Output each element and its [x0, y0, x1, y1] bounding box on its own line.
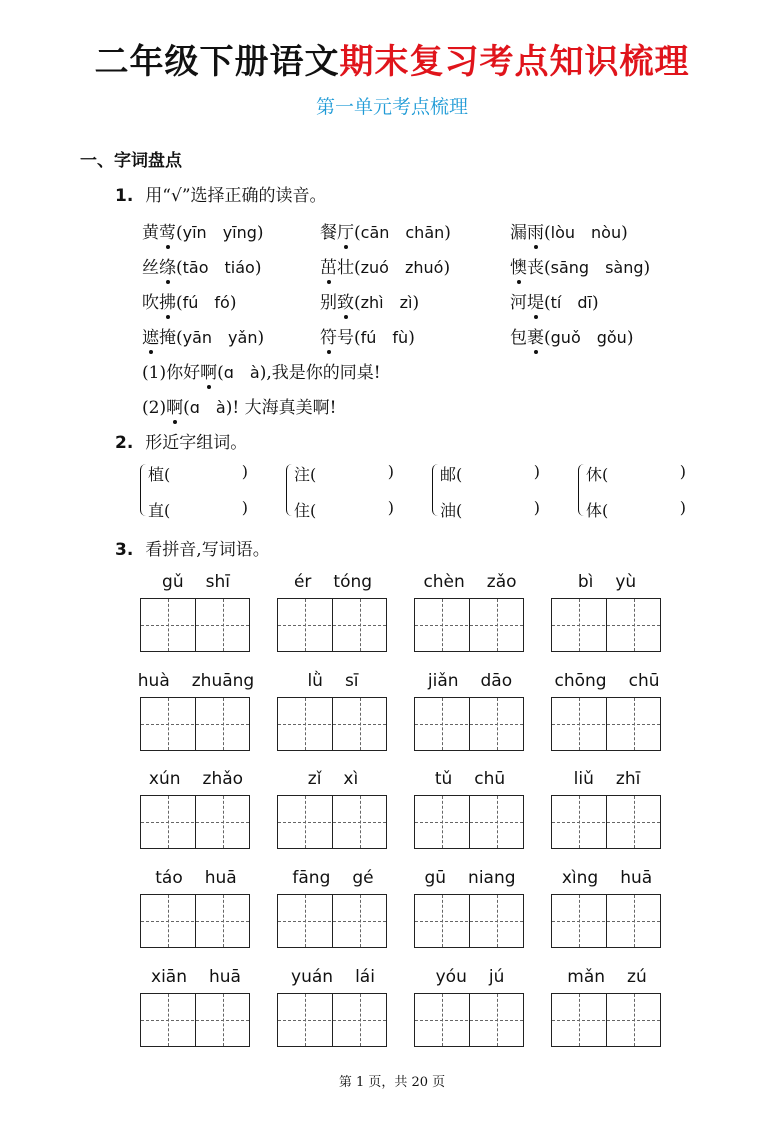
pinyin-word-cell[interactable]	[551, 671, 663, 695]
tianzige-box	[277, 795, 387, 849]
pinyin-word-cell[interactable]	[414, 967, 526, 991]
tianzige-box	[140, 795, 250, 849]
pronunciation-item[interactable]: 遮掩(yān yǎn)	[142, 323, 264, 348]
tianzige-box	[551, 795, 661, 849]
pinyin-word-cell[interactable]	[551, 769, 663, 793]
pinyin-word-cell[interactable]	[137, 671, 255, 695]
pronunciation-item[interactable]: 漏雨(lòu nòu)	[510, 218, 628, 243]
question-1	[115, 181, 327, 206]
word-blank[interactable]: 住( )	[294, 498, 394, 520]
tianzige-box	[277, 697, 387, 751]
page-title	[0, 34, 784, 83]
pinyin-options: lòu nòu	[550, 223, 622, 242]
pinyin-label: bì yù	[577, 572, 637, 592]
pinyin-word-cell[interactable]	[551, 572, 663, 596]
pinyin-word-cell[interactable]	[414, 868, 526, 892]
pinyin-word-cell[interactable]	[140, 572, 252, 596]
pinyin-label: gū niang	[424, 868, 516, 888]
pinyin-word-cell[interactable]	[277, 868, 389, 892]
pinyin-word-cell[interactable]	[277, 671, 389, 695]
tianzige-box	[414, 697, 524, 751]
tianzige-box	[414, 993, 524, 1047]
sentence-2: (2)啊(ɑ à)! 大海真美啊!	[142, 393, 336, 418]
pinyin-options: cān chān	[360, 223, 445, 242]
pinyin-options: sāng sàng	[550, 258, 644, 277]
tianzige-box	[414, 894, 524, 948]
question-text: 看拼音,写词语。	[145, 540, 270, 560]
tianzige-box	[551, 993, 661, 1047]
pronunciation-item[interactable]: 丝绦(tāo tiáo)	[142, 253, 261, 278]
pinyin-options: yīn yīng	[182, 223, 257, 242]
pinyin-label: fāng gé	[292, 868, 374, 888]
pinyin-options: tāo tiáo	[182, 258, 255, 277]
pronunciation-item[interactable]: 别致(zhì zì)	[320, 288, 419, 313]
pinyin-label: tǔ chū	[434, 769, 506, 789]
pronunciation-item[interactable]: 包裹(guǒ gǒu)	[510, 323, 633, 348]
word-blank[interactable]: 油( )	[440, 498, 540, 520]
pinyin-label: yóu jú	[435, 967, 505, 987]
pinyin-word-cell[interactable]	[277, 769, 389, 793]
question-text: 形近字组词。	[145, 433, 248, 453]
tianzige-box	[551, 697, 661, 751]
tianzige-box	[551, 598, 661, 652]
tianzige-box	[551, 894, 661, 948]
pinyin-word-cell[interactable]	[140, 967, 252, 991]
pronunciation-item[interactable]: 懊丧(sāng sàng)	[510, 253, 650, 278]
pinyin-label: mǎn zú	[567, 967, 647, 987]
word-blank[interactable]: 注( )	[294, 462, 394, 484]
tianzige-box	[414, 598, 524, 652]
pinyin-label: gǔ shī	[162, 572, 230, 592]
pinyin-options: yān yǎn	[182, 328, 258, 347]
pinyin-word-cell[interactable]	[551, 967, 663, 991]
pinyin-word-cell[interactable]	[140, 769, 252, 793]
pinyin-label: lǜ sī	[307, 671, 359, 691]
word-blank[interactable]: 邮( )	[440, 462, 540, 484]
character-pair	[432, 462, 542, 522]
tianzige-box	[277, 894, 387, 948]
pinyin-word-cell[interactable]	[414, 671, 526, 695]
character-pair	[578, 462, 688, 522]
pinyin-label: chèn zǎo	[423, 572, 517, 592]
question-number: 1.	[115, 186, 134, 206]
tianzige-box	[140, 993, 250, 1047]
pinyin-label: xún zhǎo	[148, 769, 244, 789]
pinyin-options: fú fó	[182, 293, 230, 312]
word-blank[interactable]: 体( )	[586, 498, 686, 520]
pinyin-label: liǔ zhī	[573, 769, 641, 789]
tianzige-box	[140, 598, 250, 652]
tianzige-box	[277, 598, 387, 652]
pinyin-word-cell[interactable]	[277, 967, 389, 991]
pinyin-label: chōng chū	[554, 671, 660, 691]
word-blank[interactable]: 植( )	[148, 462, 248, 484]
pronunciation-item[interactable]: 餐厅(cān chān)	[320, 218, 451, 243]
tianzige-box	[277, 993, 387, 1047]
pinyin-options: guǒ gǒu	[550, 328, 627, 347]
pinyin-label: ér tóng	[293, 572, 373, 592]
pinyin-label: yuán lái	[291, 967, 375, 987]
page-footer: 第 1 页，共 20 页	[338, 1075, 446, 1090]
pinyin-word-cell[interactable]	[551, 868, 663, 892]
question-2	[115, 428, 247, 453]
tianzige-box	[414, 795, 524, 849]
pinyin-word-cell[interactable]	[277, 572, 389, 596]
pinyin-word-cell[interactable]	[414, 572, 526, 596]
tianzige-box	[140, 697, 250, 751]
character-pair	[286, 462, 396, 522]
sentence-1: (1)你好啊(ɑ à),我是你的同桌!	[142, 358, 381, 383]
pinyin-options: tí dī	[550, 293, 592, 312]
pronunciation-item[interactable]: 黄莺(yīn yīng)	[142, 218, 264, 243]
character-pair	[140, 462, 250, 522]
pinyin-label: huà zhuāng	[137, 671, 255, 691]
pinyin-label: jiǎn dāo	[427, 671, 513, 691]
title-red: 期末复习考点知识梳理	[339, 42, 690, 82]
pinyin-label: xiān huā	[151, 967, 241, 987]
pronunciation-item[interactable]: 茁壮(zuó zhuó)	[320, 253, 450, 278]
pinyin-options: fú fù	[360, 328, 409, 347]
pronunciation-item[interactable]: 吹拂(fú fó)	[142, 288, 236, 313]
pinyin-word-cell[interactable]	[414, 769, 526, 793]
pinyin-word-cell[interactable]	[140, 868, 252, 892]
pronunciation-item[interactable]: 河堤(tí dī)	[510, 288, 599, 313]
question-3	[115, 535, 270, 560]
pinyin-options: zhì zì	[360, 293, 413, 312]
question-number: 2.	[115, 433, 134, 453]
word-blank[interactable]: 休( )	[586, 462, 686, 484]
word-blank[interactable]: 直( )	[148, 498, 248, 520]
section-heading: 一、字词盘点	[80, 151, 182, 171]
tianzige-box	[140, 894, 250, 948]
title-black: 二年级下册语文	[94, 42, 340, 82]
pinyin-label: táo huā	[155, 868, 237, 888]
pinyin-label: xìng huā	[561, 868, 653, 888]
question-text: 用“√”选择正确的读音。	[145, 186, 327, 206]
pinyin-label: zǐ xì	[307, 769, 359, 789]
pronunciation-item[interactable]: 符号(fú fù)	[320, 323, 415, 348]
unit-subtitle: 第一单元考点梳理	[315, 96, 468, 118]
question-number: 3.	[115, 540, 134, 560]
pinyin-options: zuó zhuó	[360, 258, 444, 277]
